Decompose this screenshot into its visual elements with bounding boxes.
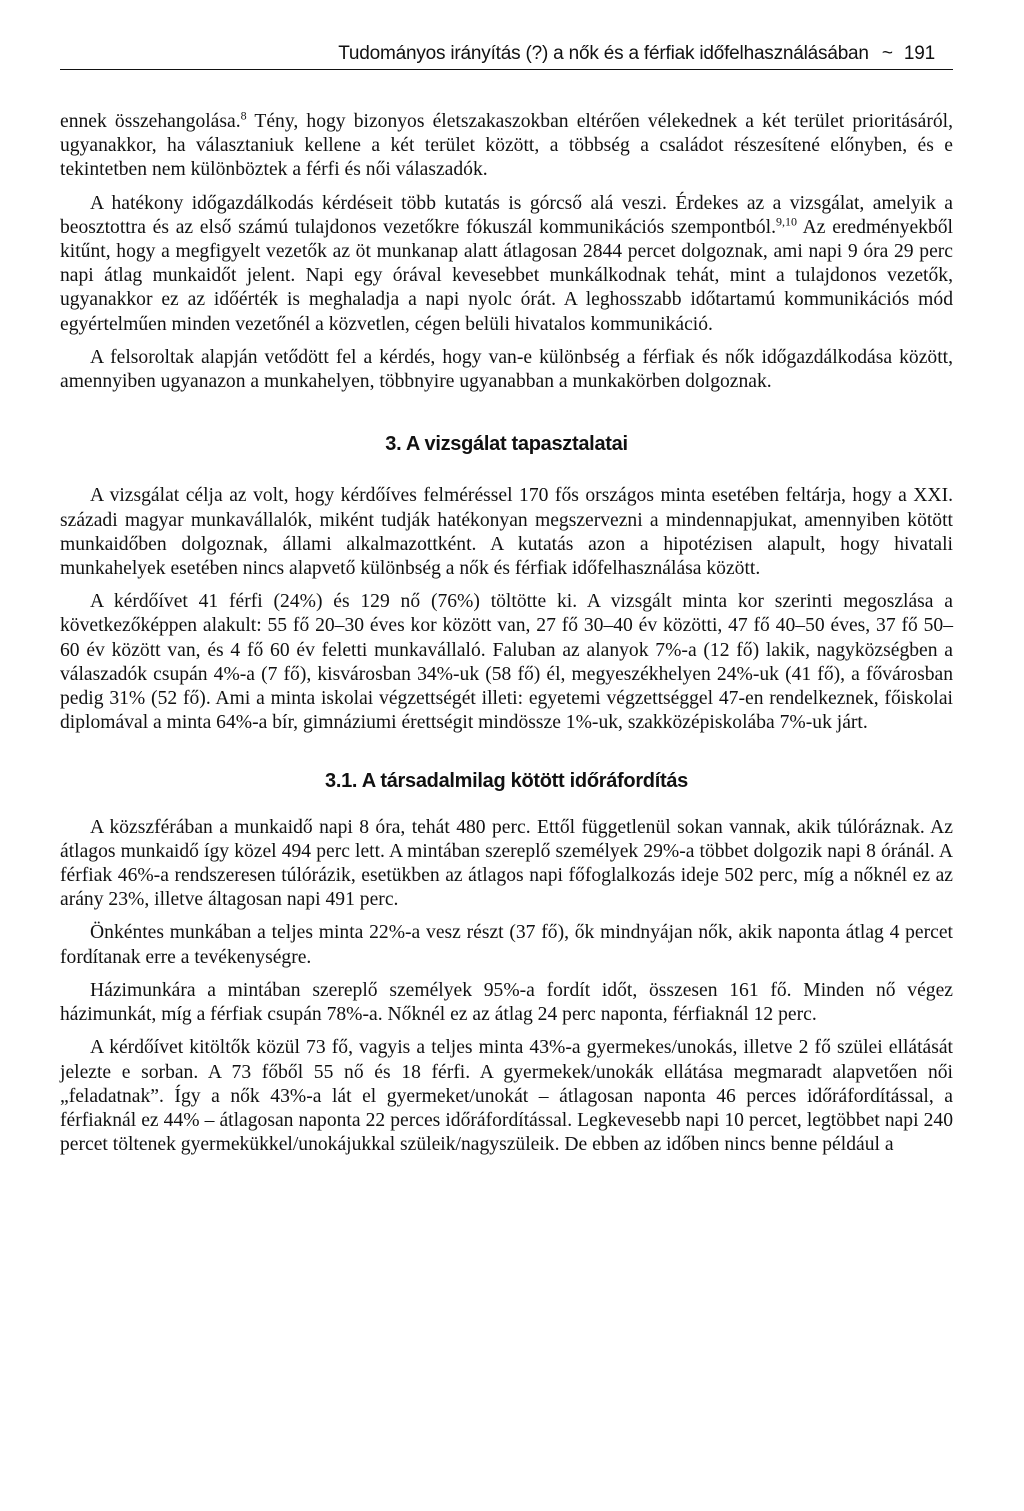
header-rule [60,69,953,70]
header-separator: ~ [881,43,893,64]
paragraph: Önkéntes munkában a teljes minta 22%-a vesz részt (37 fő), ők mindnyájan nők, akik naponta átlag 4 percet fordítanak erre a tevékenységre. [60,922,953,968]
paragraph-text: ennek összehangolása. [60,111,241,132]
paragraph-text: Az eredményekből kitűnt, hogy a megfigyelt vezetők az öt munkanap alatt átlagosan 2844 percet dolgoznak, ami napi 9 óra 29 perc napi átlag munkaidőt jelent. Napi egy órával kevesebbet munkálkodnak tehát, mint a tulajdonos vezetők, ugyanakkor ez az időérték is meghaladja a napi nyolc órát. A leghosszabb időtartamú kommunikációs mód egyértelműen minden vezetőnél a közvetlen, cégen belüli hivatalos kommunikáció. [60,216,953,335]
paragraph-text: Tény, hogy bizonyos életszakaszokban eltérően vélekednek a két terület prioritásáról, ugyanakkor, ha választaniuk kellene a két terület között, a többség a családot részesítené előnyben, és e tekintetben nem különböztek a férfi és női válaszadók. [60,111,953,181]
paragraph: A kérdőívet 41 férfi (24%) és 129 nő (76%) töltötte ki. A vizsgált minta kor szerinti megoszlása a következőképpen alakult: 55 fő 20–30 éves kor között van, 27 fő 30–40 év közötti, 47 fő 40–50 éves, 37 fő 50–60 év között van, és 4 fő 60 év feletti munkavállaló. Faluban az alanyok 7%-a (12 fő) lakik, nagyközségben a válaszadók csupán 4%-a (7 fő), kisvárosban 34%-uk (58 fő) él, megyeszékhelyen 24%-uk (41 fő), a fővárosban pedig 31% (52 fő). Ami a minta iskolai végzettségét illeti: egyetemi végzettséggel 47-en rendelkeznek, főiskolai diplomával a minta 64%-a bír, gimnáziumi érettségit mindössze 1%-uk, szakközépiskolába 7%-uk járt. [60,591,953,734]
paragraph-text: A hatékony időgazdálkodás kérdéseit több kutatás is górcső alá veszi. Érdekes az a vizsgálat, amelyik a beosztottra és az első számú tulajdonos vezetőkre fókuszál kommunikációs szempontból. [60,192,953,238]
paragraph [60,192,953,337]
paragraph-continuation [60,110,953,183]
paragraph: A felsoroltak alapján vetődött fel a kérdés, hogy van-e különbség a férfiak és nők időgazdálkodása között, amennyiben ugyanazon a munkahelyen, többnyire ugyanabban a munkakörben dolgoznak. [60,346,953,393]
paragraph: A közszférában a munkaidő napi 8 óra, tehát 480 perc. Ettől függetlenül sokan vannak, akik túlóráznak. Az átlagos munkaidő így közel 494 perc lett. A mintában szereplő személyek 29%-a többet dolgozik napi 8 óránál. A férfiak 46%-a rendszeresen túlórázik, esetükben az átlagos napi főfoglalkozás ideje 502 perc, míg a nőknél ez az arány 23%, illetve áltagosan napi 491 perc. [60,816,953,911]
section-heading: 3. A vizsgálat tapasztalatai [385,433,628,456]
running-title: Tudományos irányítás (?) a nők és a férfiak időfelhasználásában [338,43,869,64]
page-number: 191 [903,43,935,64]
footnote-ref: 9,10 [776,214,798,229]
footnote-ref: 8 [240,108,247,123]
running-header [60,40,953,68]
subsection-heading: 3.1. A társadalmilag kötött időráfordítás [325,770,688,793]
paragraph: Házimunkára a mintában szereplő személyek 95%-a fordít időt, összesen 161 fő. Minden nő végez házimunkát, míg a férfiak csupán 78%-a. Nőknél ez az átlag 24 perc naponta, férfiaknál 12 perc. [60,979,953,1026]
body-text [60,110,953,1157]
paragraph: A kérdőívet kitöltők közül 73 fő, vagyis a teljes minta 43%-a gyermekes/unokás, illetve 2 fő szülei ellátását jelezte e sorban. A 73 főből 55 nő és 18 férfi. A gyermekek/unokák ellátása megmaradt alapvetően női „feladatnak”. Így a nők 43%-a lát el gyermeket/unokát – átlagosan naponta 46 perces időráfordítással, a férfiaknál ez 44% – átlagosan naponta 22 perces időráfordítással. Legkevesebb napi 10 percet, legtöbbet napi 240 percet töltenek gyermekükkel/unokájukkal szüleik/nagyszüleik. De ebben az időben nincs benne például a [60,1037,953,1156]
paragraph: A vizsgálat célja az volt, hogy kérdőíves felméréssel 170 fős országos minta esetében feltárja, hogy a XXI. századi magyar munkavállalók, miként tudják hatékonyan megszervezni a mindennapjukat, amennyiben kötött munkaidőben dolgoznak, állami alkalmazottként. A kutatás azon a hipotézisen alapult, hogy hivatali munkahelyek esetében nincs alapvető különbség a nők és férfiak időfelhasználása között. [60,485,953,580]
page [60,40,953,1166]
